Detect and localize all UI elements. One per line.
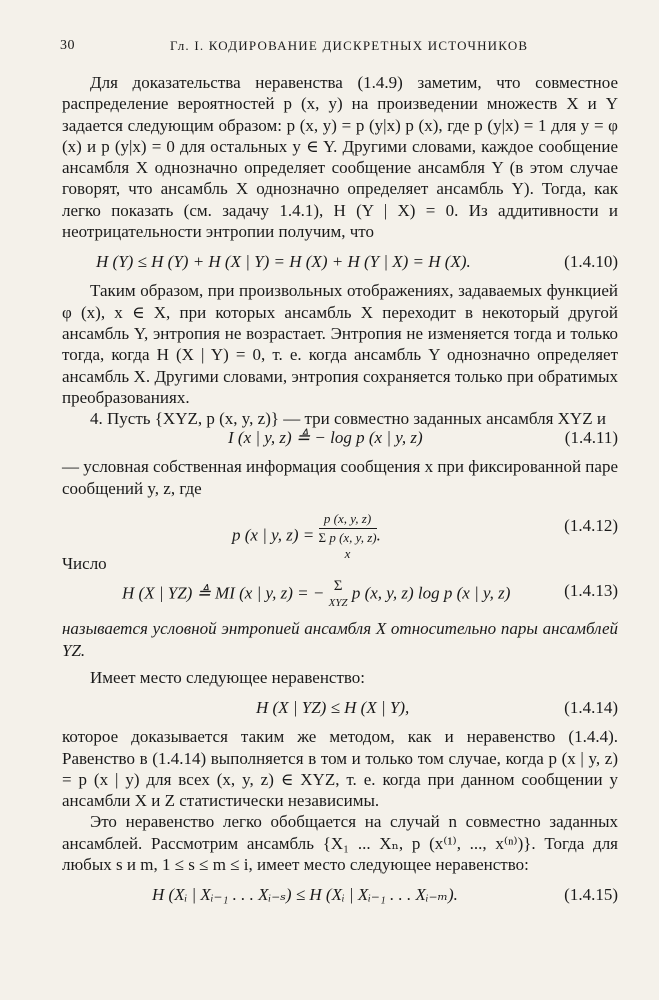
equation-1-4-12 <box>62 499 618 562</box>
equation-lhs: p (x | y, z) = <box>232 525 315 545</box>
paragraph-inequality-intro: Имеет место следующее неравенство: <box>90 667 366 687</box>
equation-number: (1.4.11) <box>564 428 618 448</box>
equation-lhs: H (X | YZ) ≜ MI (x | y, z) = − <box>122 583 325 603</box>
paragraph-conditional-info: — условная собственная информация сообщения x при фиксированной паре сообщений y, z, где <box>62 457 618 498</box>
sum-index: x <box>344 546 351 562</box>
paragraph-definition: называется условной энтропией ансамбля X относительно пары ансамблей YZ. <box>62 619 618 660</box>
equation-1-4-15 <box>62 880 618 908</box>
paragraph-mappings: Таким образом, при произвольных отображениях, задаваемых функцией φ (x), x ∈ X, при которых ансамбль X переходит в некоторый другой ансамбль Y, энтропия не возрастает. Энтропия не изменяется тогда и только тогда, когда H (X | Y) = 0, т. е. когда ансамбль Y однозначно определяет ансамбль X. Другими словами, энтропия сохраняется только при обратимых преобразованиях. <box>62 281 618 407</box>
running-title: Гл. I. КОДИРОВАНИЕ ДИСКРЕТНЫХ ИСТОЧНИКОВ <box>170 38 529 53</box>
sum-index: XYZ <box>328 597 348 610</box>
equation-1-4-13 <box>62 574 618 618</box>
equation-1-4-14 <box>62 693 618 721</box>
equation-expression: H (Xᵢ | Xᵢ₋₁ . . . Xᵢ₋ₛ) ≤ H (Xᵢ | Xᵢ₋₁ . . . Xᵢ₋ₘ). <box>152 885 458 905</box>
equation-expression: H (X | YZ) ≤ H (X | Y), <box>256 698 410 718</box>
equation-number: (1.4.10) <box>564 252 618 272</box>
sum-block <box>329 578 348 611</box>
equation-expression: H (Y) ≤ H (Y) + H (X | Y) = H (X) + H (Y | X) = H (X). <box>96 252 471 272</box>
equation-number: (1.4.12) <box>564 516 618 536</box>
fraction-denominator <box>319 529 377 562</box>
paragraph-proof-1-4-9: Для доказательства неравенства (1.4.9) заметим, что совместное распределение вероятностей p (x, y) на произведении множеств X и Y задается следующим образом: p (x, y) = p (y|x) p (x), где p (y|x) = 1 для y = φ (x) и p (y|x) = 0 для остальных y ∈ Y. Другими словами, каждое сообщение ансамбля X однозначно определяет сообщение ансамбля Y (в этом случае говорят, что ансамбль X однозначно определяет ансамбль Y). Тогда, как легко показать (см. задачу 1.4.1), H (Y | X) = 0. Из аддитивности и неотрицательности энтропии получим, что <box>62 73 618 242</box>
paragraph-generalization: Это неравенство легко обобщается на случай n совместно заданных ансамблей. Рассмотрим ансамбль {X₁ ... Xₙ, p (x⁽¹⁾, ..., x⁽ⁿ⁾)}. Тогда для любых s и m, 1 ≤ s ≤ m ≤ i, имеет место следующее неравенство: <box>62 812 618 875</box>
equation-fraction <box>319 511 377 562</box>
equation-expression: I (x | y, z) ≜ − log p (x | y, z) <box>228 428 423 448</box>
equation-number: (1.4.14) <box>564 698 618 718</box>
fraction-denominator-term: p (x, y, z) <box>329 530 377 546</box>
equation-tail: . <box>376 525 381 545</box>
equation-expression <box>122 578 510 611</box>
page-number: 30 <box>60 38 75 53</box>
sum-sign: Σ <box>318 530 327 546</box>
equation-rhs: p (x, y, z) log p (x | y, z) <box>351 583 511 603</box>
equation-expression <box>232 511 381 562</box>
equation-1-4-11 <box>62 423 618 451</box>
equation-number: (1.4.15) <box>564 885 618 905</box>
page-body <box>62 72 618 913</box>
paragraph-item-4: 4. Пусть {XYZ, p (x, y, z)} — три совместно заданных ансамбля XYZ и <box>90 409 606 429</box>
equation-number: (1.4.13) <box>564 581 618 601</box>
fraction-numerator: p (x, y, z) <box>319 511 377 529</box>
sum-sign: Σ <box>333 578 343 595</box>
paragraph-number-word: Число <box>62 554 107 574</box>
equation-1-4-10 <box>62 247 618 275</box>
paragraph-equality-condition: которое доказывается таким же методом, как и неравенство (1.4.4). Равенство в (1.4.14) выполняется в том и только том случае, когда p (x | y, z) = p (x | y) для всех (x, y, z) ∈ XYZ, т. е. когда при данном сообщении y ансамбли X и Z статистически независимы. <box>62 727 618 811</box>
